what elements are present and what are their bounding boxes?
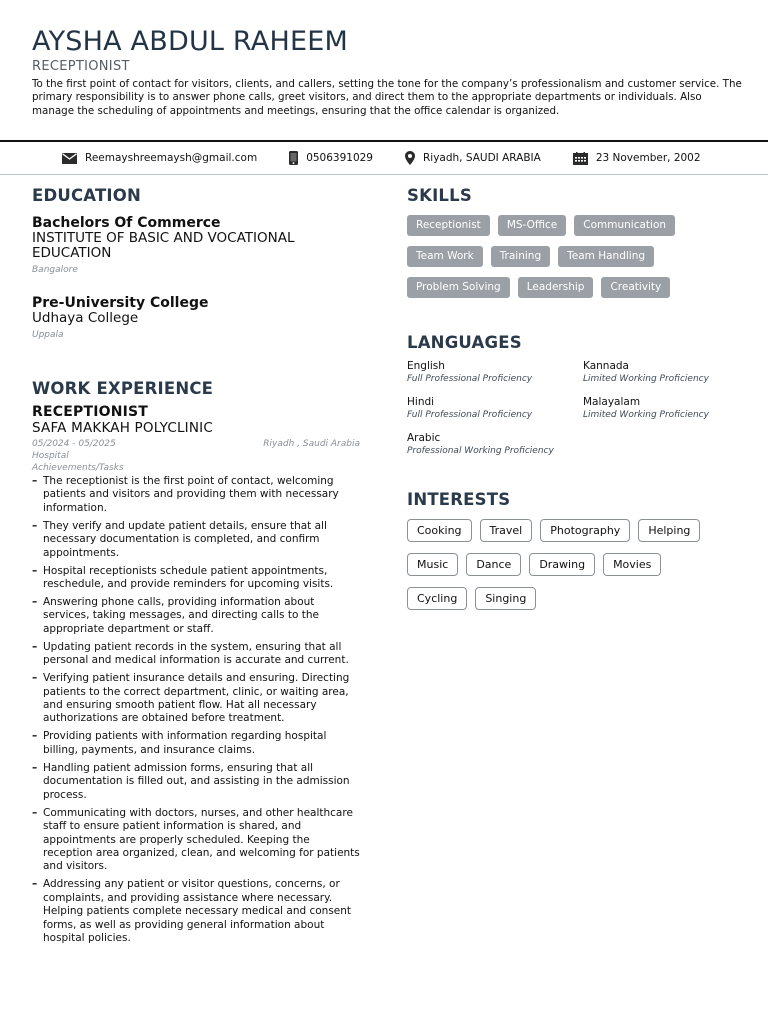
interest-chip: Cycling bbox=[407, 587, 467, 610]
tasks-label: Achievements/Tasks bbox=[32, 463, 124, 473]
calendar-icon bbox=[573, 152, 588, 165]
resume-header bbox=[32, 26, 742, 118]
language-level: Full Professional Proficiency bbox=[407, 410, 533, 420]
education-school: INSTITUTE OF BASIC AND VOCATIONAL EDUCATION bbox=[32, 230, 295, 261]
skill-chip: Leadership bbox=[518, 277, 594, 298]
language-item bbox=[407, 432, 583, 456]
language-level: Limited Working Proficiency bbox=[583, 374, 709, 384]
skill-chip: Problem Solving bbox=[407, 277, 510, 298]
education-degree: Bachelors Of Commerce bbox=[32, 215, 221, 231]
candidate-role: RECEPTIONIST bbox=[32, 59, 130, 74]
experience-section bbox=[32, 379, 362, 945]
task-item: – Updating patient records in the system, ensuring that all personal and medical information is accurate and current. bbox=[32, 641, 362, 668]
language-item bbox=[583, 360, 733, 384]
language-item bbox=[583, 396, 733, 420]
language-name: Arabic bbox=[407, 432, 441, 444]
job-type: Hospital bbox=[32, 451, 69, 461]
skill-chip: Receptionist bbox=[407, 215, 490, 236]
task-item: – Providing patients with information regarding hospital billing, payments, and insurance claims. bbox=[32, 730, 362, 757]
job-company: SAFA MAKKAH POLYCLINIC bbox=[32, 420, 213, 436]
interest-chip: Cooking bbox=[407, 519, 472, 542]
task-item: – Hospital receptionists schedule patient appointments, reschedule, and provide reminders for upcoming visits. bbox=[32, 565, 362, 592]
language-level: Limited Working Proficiency bbox=[583, 410, 709, 420]
education-item bbox=[32, 295, 362, 340]
contact-dob bbox=[573, 152, 701, 165]
education-school: Udhaya College bbox=[32, 310, 139, 326]
contact-bar bbox=[0, 140, 768, 175]
education-location: Uppala bbox=[32, 330, 64, 340]
skill-chip: Communication bbox=[574, 215, 675, 236]
skill-chip: MS-Office bbox=[498, 215, 566, 236]
job-location: Riyadh , Saudi Arabia bbox=[263, 439, 360, 449]
interest-chip: Travel bbox=[480, 519, 533, 542]
skills-heading: SKILLS bbox=[407, 186, 472, 205]
interests-section bbox=[407, 490, 737, 621]
email-text: Reemayshreemaysh@gmail.com bbox=[85, 152, 258, 164]
languages-section bbox=[407, 333, 737, 456]
interests-list bbox=[407, 519, 737, 621]
experience-heading: WORK EXPERIENCE bbox=[32, 379, 214, 398]
education-location: Bangalore bbox=[32, 265, 78, 275]
interest-chip: Helping bbox=[638, 519, 700, 542]
language-name: English bbox=[407, 360, 445, 372]
interest-chip: Movies bbox=[603, 553, 661, 576]
job-title: RECEPTIONIST bbox=[32, 404, 149, 420]
contact-phone[interactable] bbox=[289, 151, 373, 165]
task-item: – Addressing any patient or visitor questions, concerns, or complaints, and providing assistance where necessary. Helping patients complete necessary medical and consent forms, as well as providing general information about hospital policies. bbox=[32, 878, 362, 945]
language-name: Malayalam bbox=[583, 396, 641, 408]
education-heading: EDUCATION bbox=[32, 186, 141, 205]
envelope-icon bbox=[62, 153, 77, 164]
task-item: – The receptionist is the first point of contact, welcoming patients and visitors and providing them with necessary information. bbox=[32, 475, 362, 515]
task-item: – Answering phone calls, providing information about services, taking messages, and directing calls to the appropriate department or staff. bbox=[32, 596, 362, 636]
skill-chip: Creativity bbox=[601, 277, 670, 298]
profile-summary: To the first point of contact for visitors, clients, and callers, setting the tone for the company’s professionalism and customer service. The primary responsibility is to answer phone calls, greet visitors, and direct them to the appropriate departments or individuals. Also manage the scheduling of appointments and meetings, ensuring that the office calendar is organized. bbox=[32, 78, 742, 117]
education-degree: Pre-University College bbox=[32, 295, 209, 311]
contact-email[interactable] bbox=[62, 152, 257, 164]
left-column bbox=[32, 186, 362, 950]
task-item: – They verify and update patient details, ensure that all necessary documentation is completed, and confirm appointments. bbox=[32, 520, 362, 560]
skill-chip: Team Handling bbox=[558, 246, 654, 267]
phone-icon bbox=[289, 151, 298, 165]
interest-chip: Drawing bbox=[529, 553, 595, 576]
skill-chip: Training bbox=[491, 246, 550, 267]
task-list bbox=[32, 475, 362, 945]
languages-heading: LANGUAGES bbox=[407, 333, 522, 352]
skill-chip: Team Work bbox=[407, 246, 483, 267]
language-level: Professional Working Proficiency bbox=[407, 446, 554, 456]
job-dates: 05/2024 - 05/2025 bbox=[32, 439, 116, 449]
task-item: – Verifying patient insurance details and ensuring. Directing patients to the correct department, clinic, or waiting area, and ensuring smooth patient flow. Hat all necessary authorizations are obtained before treatment. bbox=[32, 672, 362, 726]
skills-section bbox=[407, 186, 737, 308]
education-item bbox=[32, 215, 362, 275]
interests-heading: INTERESTS bbox=[407, 490, 511, 509]
task-item: – Handling patient admission forms, ensuring that all documentation is filled out, and assisting in the admission process. bbox=[32, 762, 362, 802]
dob-text: 23 November, 2002 bbox=[595, 152, 701, 164]
interest-chip: Music bbox=[407, 553, 458, 576]
contact-location bbox=[405, 151, 541, 165]
language-name: Hindi bbox=[407, 396, 435, 408]
interest-chip: Photography bbox=[540, 519, 630, 542]
languages-list bbox=[407, 360, 737, 456]
map-pin-icon bbox=[405, 151, 415, 165]
right-column bbox=[407, 186, 737, 621]
language-name: Kannada bbox=[583, 360, 629, 372]
interest-chip: Singing bbox=[475, 587, 536, 610]
phone-text: 0506391029 bbox=[306, 152, 373, 164]
interest-chip: Dance bbox=[466, 553, 521, 576]
language-item bbox=[407, 396, 583, 420]
language-item bbox=[407, 360, 583, 384]
language-level: Full Professional Proficiency bbox=[407, 374, 533, 384]
location-text: Riyadh, SAUDI ARABIA bbox=[423, 152, 541, 164]
skills-list bbox=[407, 215, 737, 308]
task-item: – Communicating with doctors, nurses, and other healthcare staff to ensure patient information is shared, and appointments are properly scheduled. Keeping the reception area organized, clean, and welcoming for patients and visitors. bbox=[32, 807, 362, 874]
job-meta bbox=[32, 439, 362, 449]
education-section bbox=[32, 186, 362, 340]
candidate-name: AYSHA ABDUL RAHEEM bbox=[32, 26, 348, 57]
